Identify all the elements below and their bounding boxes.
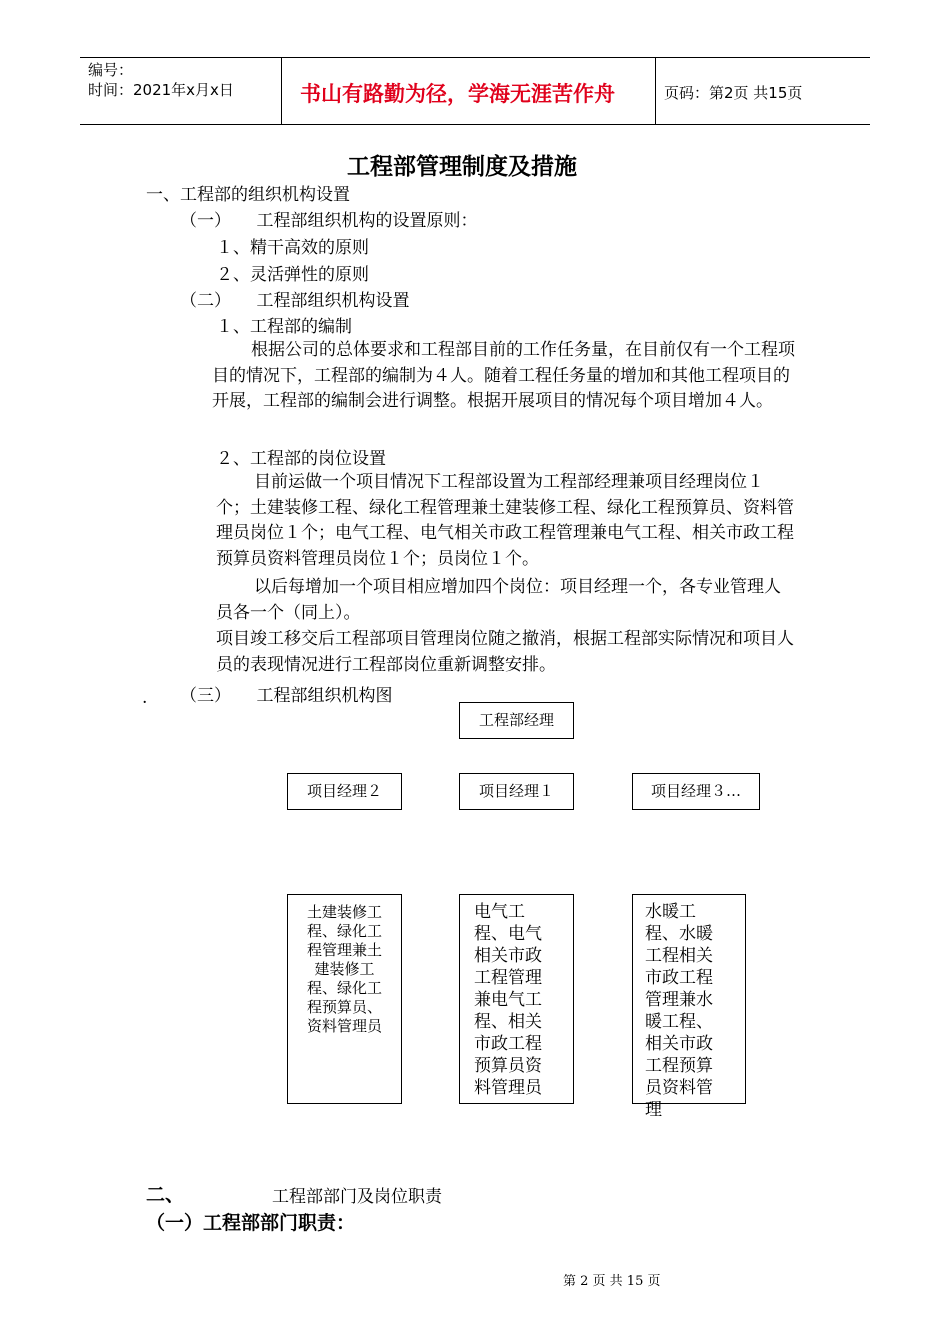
paragraph-expansion: 以后每增加一个项目相应增加四个岗位：项目经理一个，各专业管理人员各一个（同上）。 xyxy=(216,577,781,623)
subheading-positions: ２、工程部的岗位设置 xyxy=(216,449,386,469)
section-1-3-heading: （三） 工程部组织机构图 xyxy=(180,686,393,706)
org-node-label: 项目经理１ xyxy=(478,782,554,800)
page-footer: 第 2 页 共 15 页 xyxy=(563,1274,661,1289)
org-node-text: 土建装修工程、绿化工程管理兼土建装修工程、绿化工程预算员、资料管理员 xyxy=(306,903,382,1035)
header-bottom-border xyxy=(80,124,870,125)
paragraph-completion: 项目竣工移交后工程部项目管理岗位随之撤消，根据工程部实际情况和项目人员的表现情况进行工程部岗位重新调整安排。 xyxy=(216,629,794,675)
org-node-label: 项目经理２ xyxy=(306,782,382,800)
header-motto: 书山有路勤为径，学海无涯苦作舟 xyxy=(300,82,615,106)
page-info: 页码：第2页 共15页 xyxy=(664,84,803,102)
header-top-border xyxy=(80,57,870,58)
section-2-number: 二、 xyxy=(146,1184,185,1206)
org-node-label: 项目经理３… xyxy=(650,782,741,800)
paragraph-staffing: 根据公司的总体要求和工程部目前的工作任务量，在目前仅有一个工程项目的情况下，工程部的编制为４人。随着工程任务量的增加和其他工程项目的开展，工程部的编制会进行调整。根据开展项目的情况每个项目增加４人。 xyxy=(212,340,795,411)
stray-dot: . xyxy=(142,688,148,708)
paragraph-positions: 目前运做一个项目情况下工程部设置为工程部经理兼项目经理岗位１个；土建装修工程、绿化工程管理兼土建装修工程、绿化工程预算员、资料管理员岗位１个；电气工程、电气相关市政工程管理兼电气工程、相关市政工程预算员资料管理员岗位１个；员岗位１个。 xyxy=(216,472,794,569)
subheading-staffing: １、工程部的编制 xyxy=(216,317,352,337)
org-node-project-manager-3 xyxy=(632,773,760,810)
principle-1: １、精干高效的原则 xyxy=(216,238,369,258)
org-node-project-manager-2 xyxy=(287,773,402,810)
org-node-text: 水暖工程、水暖工程相关市政工程管理兼水暖工程、相关市政工程预算员资料管理 xyxy=(645,902,713,1120)
section-1-1-heading: （一） 工程部组织机构的设置原则： xyxy=(180,211,478,231)
section-1-heading: 一、工程部的组织机构设置 xyxy=(146,185,350,205)
org-node-plumbing-staff xyxy=(632,894,746,1120)
header-divider-left xyxy=(281,57,282,124)
org-node-label: 工程部经理 xyxy=(478,711,554,729)
section-2-1-heading: （一）工程部部门职责： xyxy=(146,1212,356,1234)
page-title: 工程部管理制度及措施 xyxy=(347,154,577,180)
org-node-civil-staff xyxy=(287,894,402,1104)
org-node-department-manager xyxy=(459,702,574,739)
section-2-heading: 工程部部门及岗位职责 xyxy=(272,1187,442,1207)
serial-label: 编号： xyxy=(88,61,134,79)
section-1-2-heading: （二） 工程部组织机构设置 xyxy=(180,291,410,311)
org-node-text: 电气工程、电气相关市政工程管理兼电气工程、相关市政工程预算员资料管理员 xyxy=(474,902,542,1098)
date-label: 时间：2021年x月x日 xyxy=(88,81,234,99)
org-node-electrical-staff xyxy=(459,894,574,1104)
principle-2: ２、灵活弹性的原则 xyxy=(216,265,369,285)
org-node-project-manager-1 xyxy=(459,773,574,810)
header-divider-right xyxy=(655,57,656,124)
